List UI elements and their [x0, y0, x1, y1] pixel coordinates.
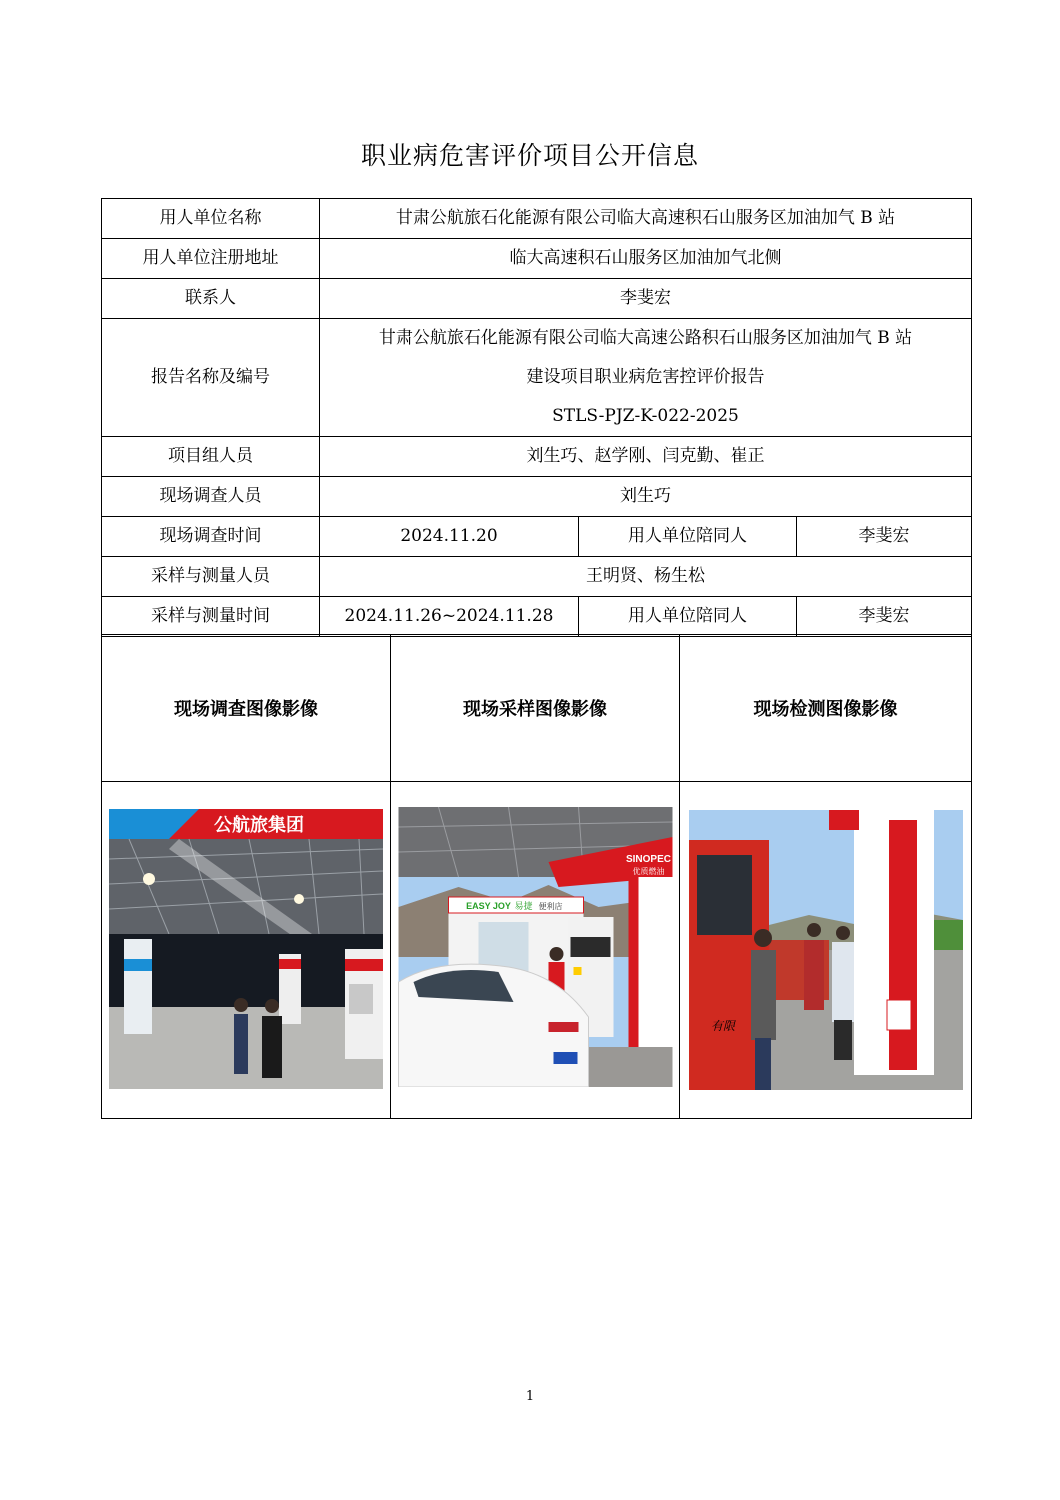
row-sampling-time: [102, 597, 972, 637]
info-table: [101, 198, 972, 637]
label-contact: 联系人: [102, 279, 320, 319]
value-sampling-time: 2024.11.26~2024.11.28: [320, 597, 579, 637]
label-survey-staff: 现场调查人员: [102, 477, 320, 517]
value-survey-staff: 刘生巧: [320, 477, 972, 517]
value-employer-name: 甘肃公航旅石化能源有限公司临大高速积石山服务区加油加气 B 站: [320, 199, 972, 239]
value-survey-time: 2024.11.20: [320, 517, 579, 557]
row-survey-time: [102, 517, 972, 557]
photo-image-row: [102, 782, 972, 1119]
row-sampling-staff: [102, 557, 972, 597]
row-report: [102, 319, 972, 437]
header-survey-photo: 现场调查图像影像: [102, 635, 391, 782]
survey-photo-cell: [102, 782, 391, 1119]
testing-photo: [682, 810, 970, 1090]
header-sampling-photo: 现场采样图像影像: [391, 635, 680, 782]
value-survey-escort: 李斐宏: [797, 517, 972, 557]
testing-photo-cell: [680, 782, 972, 1119]
row-survey-staff: [102, 477, 972, 517]
page-number: 1: [525, 1389, 535, 1404]
value-report: [320, 319, 972, 437]
label-sampling-time: 采样与测量时间: [102, 597, 320, 637]
value-employer-address: 临大高速积石山服务区加油加气北侧: [320, 239, 972, 279]
brand-sign: 公航旅集团: [214, 815, 304, 835]
sinopec-sub-sign: 优质燃油: [632, 867, 664, 876]
row-contact: [102, 279, 972, 319]
label-employer-address: 用人单位注册地址: [102, 239, 320, 279]
easyjoy-sign: EASY JOY: [465, 901, 511, 911]
sampling-photo: [393, 807, 678, 1087]
label-employer-name: 用人单位名称: [102, 199, 320, 239]
row-employer-address: [102, 239, 972, 279]
label-report: 报告名称及编号: [102, 319, 320, 437]
value-team: 刘生巧、赵学刚、闫克勤、崔正: [320, 437, 972, 477]
page-title: 职业病危害评价项目公开信息: [360, 141, 699, 170]
header-testing-photo: 现场检测图像影像: [680, 635, 972, 782]
label-team: 项目组人员: [102, 437, 320, 477]
survey-photo: [109, 809, 383, 1089]
label-sampling-staff: 采样与测量人员: [102, 557, 320, 597]
report-title-line2: 建设项目职业病危害控评价报告: [526, 367, 765, 387]
report-code: STLS-PJZ-K-022-2025: [552, 406, 739, 426]
sampling-photo-cell: [391, 782, 680, 1119]
row-team: [102, 437, 972, 477]
sinopec-sign: SINOPEC: [625, 854, 671, 865]
photo-header-row: [102, 635, 972, 782]
value-contact: 李斐宏: [320, 279, 972, 319]
value-sampling-escort: 李斐宏: [797, 597, 972, 637]
truck-lettering: 有限: [710, 1019, 735, 1033]
photo-table: [101, 634, 972, 1119]
row-employer-name: [102, 199, 972, 239]
yijie-sign: 易捷: [513, 902, 533, 912]
value-sampling-staff: 王明贤、杨生松: [320, 557, 972, 597]
report-title-line1: 甘肃公航旅石化能源有限公司临大高速公路积石山服务区加油加气 B 站: [378, 328, 913, 348]
label-survey-escort: 用人单位陪同人: [579, 517, 797, 557]
label-survey-time: 现场调查时间: [102, 517, 320, 557]
label-sampling-escort: 用人单位陪同人: [579, 597, 797, 637]
store-sign: 便利店: [538, 902, 562, 911]
